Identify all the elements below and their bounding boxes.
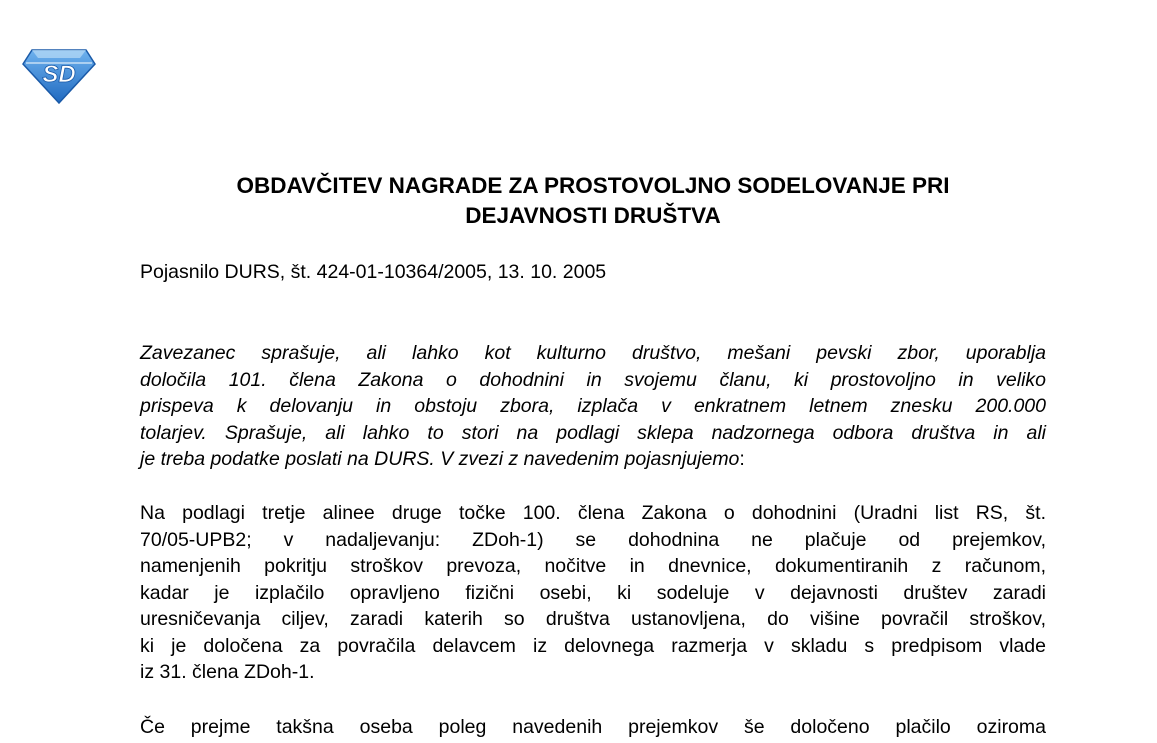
document-title bbox=[140, 171, 1046, 231]
document-source: Pojasnilo DURS, št. 424-01-10364/2005, 13. 10. 2005 bbox=[140, 261, 607, 283]
paragraph-line: namenjenih pokritju stroškov prevoza, nočitve in dnevnice, dokumentiranih z računom, bbox=[140, 555, 1046, 577]
paragraph-line: tolarjev. Sprašuje, ali lahko to stori na podlagi sklepa nadzornega odbora društva in ali bbox=[140, 421, 1046, 444]
question-paragraph bbox=[140, 340, 1046, 473]
sd-logo bbox=[22, 48, 96, 104]
question-last-colon: : bbox=[739, 448, 745, 470]
paragraph-line: Na podlagi tretje alinee druge točke 100. člena Zakona o dohodnini (Uradni list RS, št. bbox=[140, 502, 1046, 524]
answer-paragraph bbox=[140, 500, 1046, 686]
paragraph-line: ki je določena za povračila delavcem iz delovnega razmerja v skladu s predpisom vlade bbox=[140, 634, 1046, 657]
title-line: DEJAVNOSTI DRUŠTVA bbox=[465, 203, 721, 228]
question-last-text: je treba podatke poslati na DURS. V zvezi z navedenim pojasnjujemo bbox=[140, 448, 740, 470]
paragraph-line: prispeva k delovanju in obstoju zbora, izplača v enkratnem letnem znesku 200.000 bbox=[140, 395, 1046, 417]
sd-diamond-logo-icon bbox=[22, 48, 96, 104]
paragraph-line: Zavezanec sprašuje, ali lahko kot kulturno društvo, mešani pevski zbor, uporablja bbox=[140, 342, 1046, 364]
paragraph-line: kadar je izplačilo opravljeno fizični osebi, ki sodeluje v dejavnosti društev zaradi bbox=[140, 581, 1046, 604]
paragraph-line: 70/05-UPB2; v nadaljevanju: ZDoh-1) se dohodnina ne plačuje od prejemkov, bbox=[140, 528, 1046, 551]
paragraph-line bbox=[140, 446, 1046, 473]
title-line: OBDAVČITEV NAGRADE ZA PROSTOVOLJNO SODELOVANJE PRI bbox=[236, 173, 950, 198]
paragraph-line: uresničevanja ciljev, zaradi katerih so društva ustanovljena, do višine povračil stroškov, bbox=[140, 608, 1046, 630]
paragraph-line: iz 31. člena ZDoh-1. bbox=[140, 661, 315, 683]
logo-text: SD bbox=[42, 61, 76, 88]
paragraph-line: določila 101. člena Zakona o dohodnini in svojemu članu, ki prostovoljno in veliko bbox=[140, 368, 1046, 391]
paragraph-line: Če prejme takšna oseba poleg navedenih prejemkov še določeno plačilo oziroma bbox=[140, 716, 1046, 738]
continuation-paragraph bbox=[140, 714, 1046, 741]
